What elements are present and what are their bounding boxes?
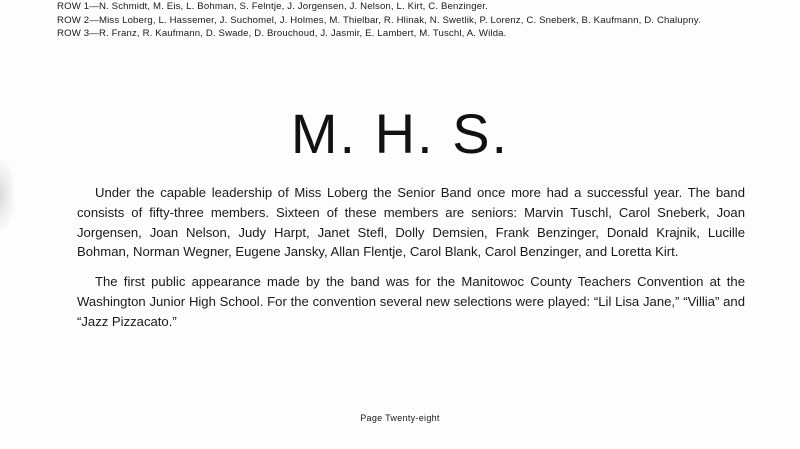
roster-row-label: ROW 2— — [57, 14, 99, 26]
roster-row-1 — [57, 0, 777, 14]
roster-row-label: ROW 3— — [57, 28, 99, 39]
roster-caption — [57, 0, 777, 41]
article-body — [77, 183, 745, 342]
page-number: Page Twenty-eight — [360, 413, 440, 423]
roster-row-label: ROW 1— — [57, 1, 99, 12]
roster-row-names: R. Franz, R. Kaufmann, D. Swade, D. Brouchoud, J. Jasmir, E. Lambert, M. Tuschl, A. Wilda. — [98, 28, 507, 39]
roster-row-3 — [57, 27, 777, 41]
paragraph: Under the capable leadership of Miss Loberg the Senior Band once more had a successful year. The band consists of fifty-three members. Sixteen of these members are seniors: Marvin Tuschl, Carol Sneberk, Joan Jorgensen, Joan Nelson, Judy Harpt, Janet Stefl, Dolly Demsien, Frank Benzinger, Donald Krajnik, Lucille Bohman, Norman Wegner, Eugene Jansky, Allan Flentje, Carol Blank, Carol Benzinger, and Loretta Kirt. — [77, 185, 745, 260]
page-title: M. H. S. — [290, 102, 510, 165]
roster-row-names: Miss Loberg, L. Hassemer, J. Suchomel, J. Holmes, M. Thielbar, R. Hlinak, N. Swetlik, P. Lorenz, C. Sneberk, B. Kaufmann, D. Chalupny. — [98, 14, 701, 26]
roster-row-2 — [57, 14, 777, 28]
scan-artifact — [0, 160, 14, 230]
roster-row-names: N. Schmidt, M. Eis, L. Bohman, S. Felntje, J. Jorgensen, J. Nelson, L. Kirt, C. Benzinger. — [98, 1, 488, 12]
paragraph: The first public appearance made by the band was for the Manitowoc County Teachers Convention at the Washington Junior High School. For the convention several new selections were played: “Lil Lisa Jane,” “Villia” and “Jazz Pizzacato.” — [77, 274, 745, 329]
